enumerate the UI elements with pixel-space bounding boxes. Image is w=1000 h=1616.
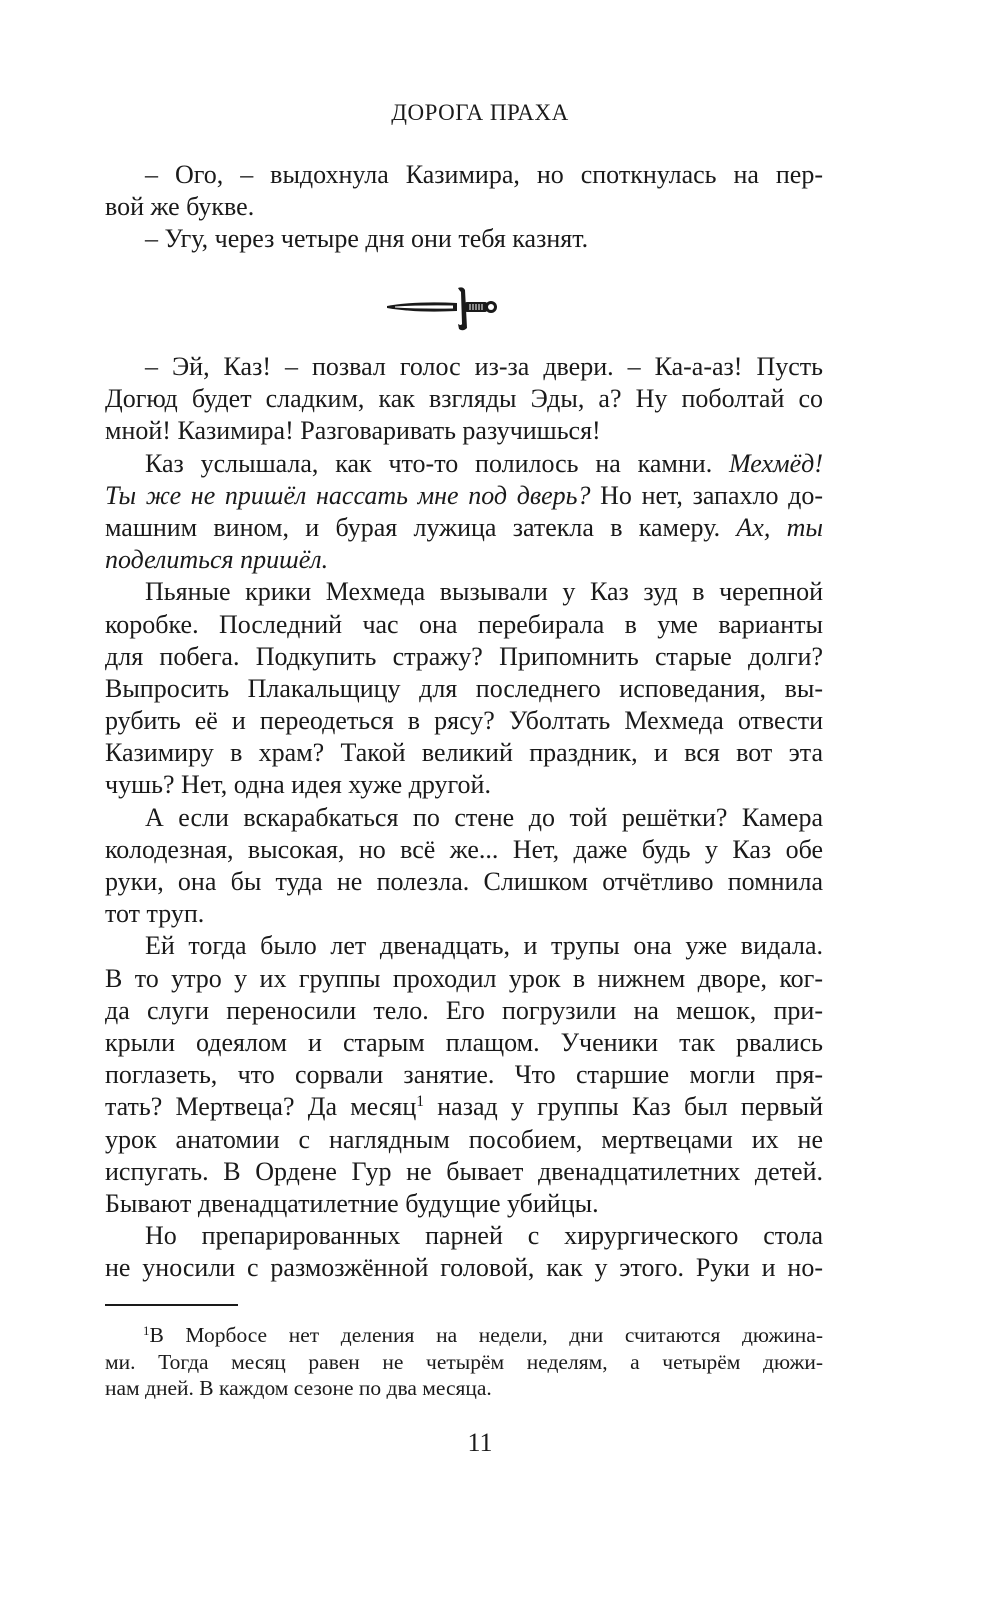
text-line xyxy=(105,1156,823,1188)
text-segment: А если вскарабкаться по стене до той решётки? Камера xyxy=(145,802,823,832)
text-segment: Но нет, запахло до- xyxy=(590,480,823,510)
text-segment: коробке. Последний час она перебирала в уме варианты xyxy=(105,609,823,639)
text-segment: – Эй, Каз! – позвал голос из-за двери. – Ка-а-аз! Пусть xyxy=(145,352,823,381)
text-line xyxy=(105,223,823,255)
text-line xyxy=(105,898,823,930)
text-line xyxy=(105,415,823,447)
text-segment: да слуги переносили тело. Его погрузили на мешок, при- xyxy=(105,995,823,1025)
text-line xyxy=(105,737,823,769)
text-segment: Каз услышала, как что-то полилось на камни. xyxy=(145,448,730,478)
text-segment: назад у группы Каз был первый xyxy=(424,1092,823,1122)
text-segment: испугать. В Ордене Гур не бывает двенадцатилетних детей. xyxy=(105,1156,823,1186)
text-line xyxy=(105,1220,823,1252)
text-segment: тать? Мертвеца? Да месяц xyxy=(105,1092,417,1122)
text-line xyxy=(105,1027,823,1059)
text-segment: В то утро у их группы проходил урок в нижнем дворе, ког- xyxy=(105,963,823,993)
text-segment: нам дней. В каждом сезоне по два месяца. xyxy=(105,1376,492,1400)
text-segment: Выпросить Плакальщицу для последнего исповедания, вы- xyxy=(105,673,823,703)
text-segment: крыли одеялом и старым плащом. Ученики так рвались xyxy=(105,1027,823,1057)
footnote-marker: 1 xyxy=(143,1324,150,1338)
text-segment: Догюд будет сладким, как взгляды Эды, а? Ну поболтай со xyxy=(105,384,823,414)
italic-text: Мехмёд! xyxy=(729,448,823,478)
footnote-rule xyxy=(105,1304,238,1306)
text-line xyxy=(105,834,823,866)
text-line xyxy=(105,1124,823,1156)
text-segment: руки, она бы туда не полезла. Слишком отчётливо помнила xyxy=(105,867,823,896)
text-line xyxy=(105,802,823,834)
text-line xyxy=(105,351,823,383)
text-line xyxy=(105,1059,823,1091)
text-line xyxy=(105,1252,823,1284)
page-number: 11 xyxy=(467,1428,493,1457)
text-segment: В Морбосе нет деления на недели, дни считаются дюжина- xyxy=(149,1323,823,1347)
italic-text: Ах, ты xyxy=(736,512,823,542)
footnote-line xyxy=(105,1322,823,1349)
text-segment: для побега. Подкупить стражу? Припомнить старые долги? xyxy=(105,641,823,671)
text-segment: Но препарированных парней с хирургического стола xyxy=(145,1221,823,1251)
text-segment: Казимиру в храм? Такой великий праздник, и вся вот эта xyxy=(105,738,823,768)
text-segment: чушь? Нет, одна идея хуже другой. xyxy=(105,770,491,800)
text-line xyxy=(105,705,823,737)
footnote-line xyxy=(105,1375,823,1402)
text-line xyxy=(105,866,823,898)
text-segment: – Ого, – выдохнула Казимира, но споткнулась на пер- xyxy=(145,160,823,189)
text-segment: ми. Тогда месяц равен не четырём неделям, а четырём дюжи- xyxy=(105,1349,823,1374)
text-segment: колодезная, высокая, но всё же... Нет, даже будь у Каз обе xyxy=(105,834,823,864)
text-line xyxy=(105,480,823,512)
text-segment: мной! Казимира! Разговаривать разучишься! xyxy=(105,416,601,446)
text-line xyxy=(105,995,823,1027)
footnote xyxy=(105,1322,823,1402)
dagger-icon xyxy=(385,284,500,334)
italic-text: Ты же не пришёл нассать мне под дверь? xyxy=(105,480,591,510)
text-line xyxy=(105,769,823,801)
text-segment: Бывают двенадцатилетние будущие убийцы. xyxy=(105,1188,599,1218)
text-line xyxy=(105,191,823,223)
text-segment: – Угу, через четыре дня они тебя казнят. xyxy=(145,224,589,254)
text-segment: Пьяные крики Мехмеда вызывали у Каз зуд в черепной xyxy=(145,577,823,607)
section-1-text xyxy=(105,159,823,256)
running-head: ДОРОГА ПРАХА xyxy=(391,100,569,125)
section-2-text xyxy=(105,351,823,1284)
text-segment: урок анатомии с наглядным пособием, мертвецами их не xyxy=(105,1124,823,1154)
text-line xyxy=(105,930,823,962)
text-line xyxy=(105,544,823,576)
text-line xyxy=(105,641,823,673)
text-line xyxy=(105,1091,823,1123)
text-line xyxy=(105,576,823,608)
text-line xyxy=(105,673,823,705)
text-segment: рубить её и переодеться в рясу? Уболтать Мехмеда отвести xyxy=(105,706,823,736)
text-segment: не уносили с размозжённой головой, как у этого. Руки и но- xyxy=(105,1253,823,1283)
text-line xyxy=(105,448,823,480)
text-line xyxy=(105,383,823,415)
footnote-marker: 1 xyxy=(416,1093,425,1111)
text-segment: тот труп. xyxy=(105,899,205,929)
italic-text: поделиться пришёл. xyxy=(105,545,329,575)
text-segment: Ей тогда было лет двенадцать, и трупы она уже видала. xyxy=(145,931,823,961)
text-segment: машним вином, и бурая лужица затекла в камеру. xyxy=(105,512,737,542)
text-line xyxy=(105,609,823,641)
text-line xyxy=(105,1188,823,1220)
footnote-line xyxy=(105,1349,823,1376)
text-line xyxy=(105,159,823,191)
text-line xyxy=(105,512,823,544)
text-line xyxy=(105,963,823,995)
text-segment: поглазеть, что сорвали занятие. Что старшие могли пря- xyxy=(105,1060,823,1090)
text-segment: вой же букве. xyxy=(105,192,255,222)
